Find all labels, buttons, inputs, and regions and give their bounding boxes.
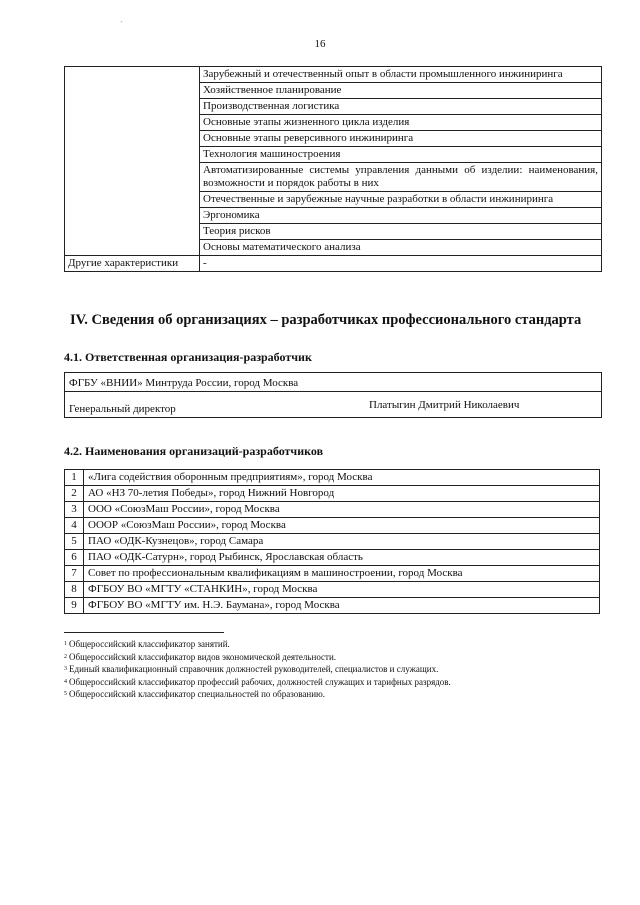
organization-name: ПАО «ОДК-Кузнецов», город Самара xyxy=(84,534,600,550)
footnote-mark: 4 xyxy=(64,678,67,685)
footnote xyxy=(64,676,451,689)
table-row xyxy=(65,470,600,486)
table-row xyxy=(65,566,600,582)
row-number: 3 xyxy=(65,502,84,518)
organization-name: АО «НЗ 70-летия Победы», город Нижний Новгород xyxy=(84,486,600,502)
footnote xyxy=(64,638,451,651)
row-number: 8 xyxy=(65,582,84,598)
divider xyxy=(65,391,601,392)
footnote-text: Общероссийский классификатор видов экономической деятельности. xyxy=(69,651,337,662)
knowledge-item: Автоматизированные системы управления данными об изделии: наименования, возможности и порядок работы в них xyxy=(200,163,602,192)
footnote-text: Единый квалификационный справочник должностей руководителей, специалистов и служащих. xyxy=(69,664,439,674)
footnote-mark: 3 xyxy=(64,666,67,672)
organization-name: Совет по профессиональным квалификациям в машиностроении, город Москва xyxy=(84,566,600,582)
organization-name: ФГБОУ ВО «МГТУ «СТАНКИН», город Москва xyxy=(84,582,600,598)
row-number: 1 xyxy=(65,470,84,486)
footnote xyxy=(64,688,451,701)
organization-name: ООOР «СоюзМаш России», город Москва xyxy=(84,518,600,534)
knowledge-item: Теория рисков xyxy=(200,224,602,240)
footnote xyxy=(64,663,451,676)
footnote-mark: 2 xyxy=(64,653,67,660)
other-characteristics-label: Другие характеристики xyxy=(65,256,200,272)
knowledge-item: Основные этапы реверсивного инжиниринга xyxy=(200,131,602,147)
knowledge-item: Зарубежный и отечественный опыт в области промышленного инжиниринга xyxy=(200,67,602,83)
knowledge-item: Основные этапы жизненного цикла изделия xyxy=(200,115,602,131)
knowledge-table xyxy=(64,66,602,272)
footnote-text: Общероссийский классификатор занятий. xyxy=(69,639,230,649)
footnote-text: Общероссийский классификатор специальностей по образованию. xyxy=(69,689,325,699)
organization-name: «Лига содействия оборонным предприятиям», город Москва xyxy=(84,470,600,486)
section-title: IV. Сведения об организациях – разработчиках профессионального стандарта xyxy=(70,312,582,328)
footnote-mark: 5 xyxy=(64,691,67,697)
knowledge-item: Отечественные и зарубежные научные разработки в области инжиниринга xyxy=(200,192,602,208)
footnotes xyxy=(64,638,451,701)
footnote xyxy=(64,651,451,664)
organization-name: ПАО «ОДК-Сатурн», город Рыбинск, Ярославская область xyxy=(84,550,600,566)
page-number: 16 xyxy=(314,38,326,50)
table-row xyxy=(65,582,600,598)
responsible-organization-box xyxy=(64,372,602,418)
table-row xyxy=(65,256,602,272)
footnote-separator xyxy=(64,632,224,633)
row-number: 7 xyxy=(65,566,84,582)
subsection-1-title: 4.1. Ответственная организация-разработчик xyxy=(64,350,312,364)
left-empty-cell xyxy=(65,67,200,256)
footnote-mark: 1 xyxy=(64,641,67,647)
knowledge-item: Производственная логистика xyxy=(200,99,602,115)
director-name: Платыгин Дмитрий Николаевич xyxy=(369,399,520,411)
knowledge-item: Хозяйственное планирование xyxy=(200,83,602,99)
table-row xyxy=(65,518,600,534)
row-number: 4 xyxy=(65,518,84,534)
subsection-2-title: 4.2. Наименования организаций-разработчиков xyxy=(64,444,324,458)
row-number: 2 xyxy=(65,486,84,502)
responsible-organization: ФГБУ «ВНИИ» Минтруда России, город Москва xyxy=(69,377,299,389)
knowledge-item: Эргономика xyxy=(200,208,602,224)
developers-table xyxy=(64,469,600,614)
organization-name: ФГБОУ ВО «МГТУ им. Н.Э. Баумана», город Москва xyxy=(84,598,600,614)
row-number: 9 xyxy=(65,598,84,614)
table-row xyxy=(65,550,600,566)
scan-artifact: ˊ xyxy=(120,20,123,29)
other-characteristics-value: - xyxy=(200,256,602,272)
row-number: 5 xyxy=(65,534,84,550)
table-row xyxy=(65,67,602,83)
knowledge-item: Технология машиностроения xyxy=(200,147,602,163)
table-row xyxy=(65,598,600,614)
table-row xyxy=(65,502,600,518)
knowledge-item: Основы математического анализа xyxy=(200,240,602,256)
organization-name: ООО «СоюзМаш России», город Москва xyxy=(84,502,600,518)
director-role: Генеральный директор xyxy=(69,403,176,415)
table-row xyxy=(65,534,600,550)
row-number: 6 xyxy=(65,550,84,566)
table-row xyxy=(65,486,600,502)
footnote-text: Общероссийский классификатор профессий рабочих, должностей служащих и тарифных разрядов. xyxy=(69,676,451,687)
